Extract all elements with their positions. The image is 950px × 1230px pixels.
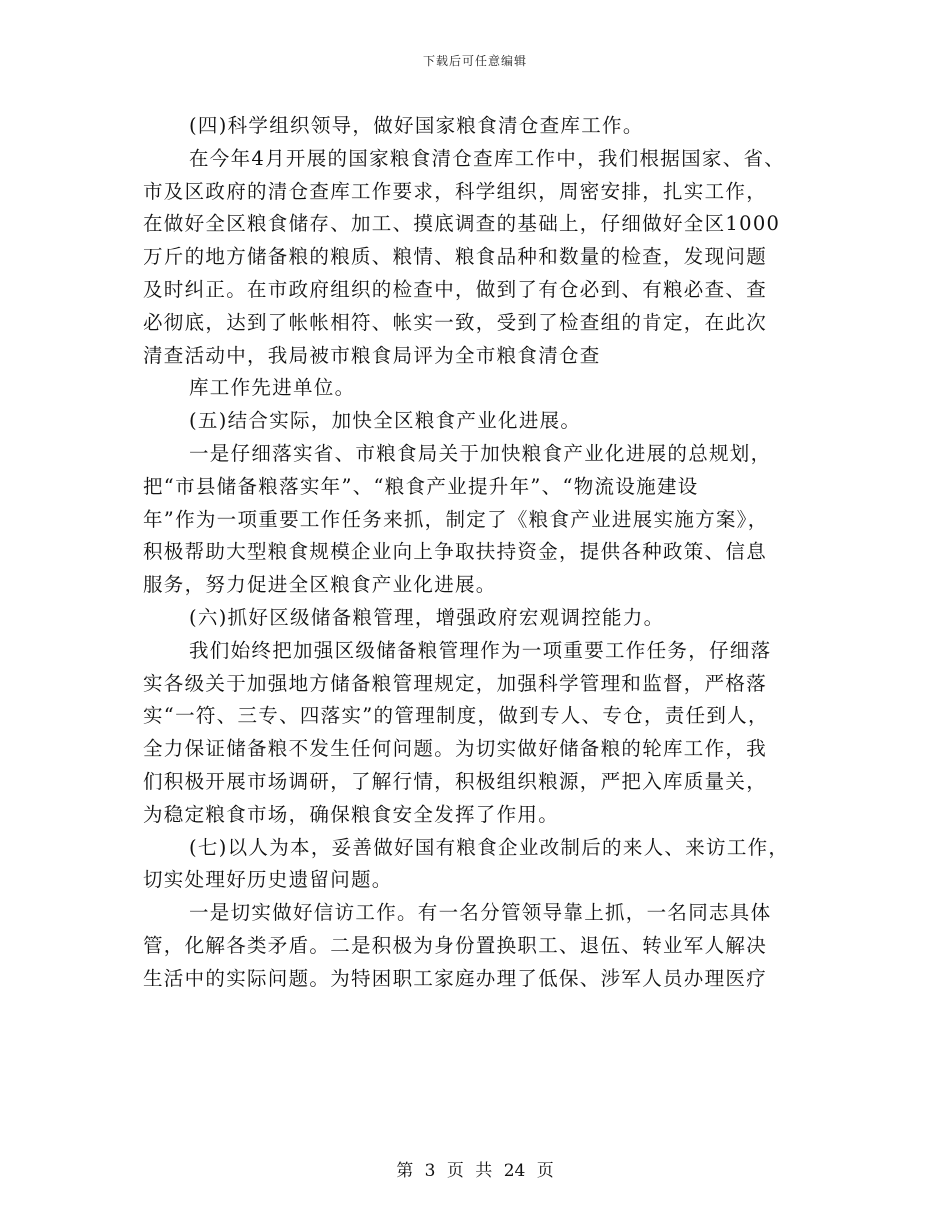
paragraph-line: 为稳定粮食市场，确保粮食安全发挥了作用。 (143, 802, 560, 826)
paragraph-line: 年”作为一项重要工作任务来抓，制定了《粮食产业进展实施方案》， (143, 507, 769, 531)
paragraph-line: 把“市县储备粮落实年”、“粮食产业提升年”、“物流设施建设 (143, 474, 699, 498)
paragraph-line: 我们始终把加强区级储备粮管理作为一项重要工作任务，仔细落 (189, 638, 772, 662)
paragraph-line: 切实处理好历史遗留问题。 (143, 868, 393, 892)
paragraph-line: 一是仔细落实省、市粮食局关于加快粮食产业化进展的总规划， (189, 441, 772, 465)
paragraph-line: 在今年4月开展的国家粮食清仓查库工作中，我们根据国家、省、 (189, 146, 786, 170)
document-body (143, 110, 808, 996)
paragraph-line: 及时纠正。在市政府组织的检查中，做到了有仓必到、有粮必查、查 (143, 277, 768, 301)
section-heading-7: (七)以人为本，妥善做好国有粮食企业改制后的来人、来访工作， (189, 835, 790, 859)
paragraph-line: 们积极开展市场调研，了解行情，积极组织粮源，严把入库质量关， (143, 769, 768, 793)
paragraph-line: 万斤的地方储备粮的粮质、粮情、粮食品种和数量的检查，发现问题 (143, 245, 768, 269)
paragraph-line: 全力保证储备粮不发生任何问题。为切实做好储备粮的轮库工作，我 (143, 737, 768, 761)
paragraph-line: 必彻底，达到了帐帐相符、帐实一致，受到了检查组的肯定，在此次 (143, 310, 768, 334)
section-heading-6: (六)抓好区级储备粮管理，增强政府宏观调控能力。 (189, 605, 665, 629)
section-heading-5: (五)结合实际，加快全区粮食产业化进展。 (189, 409, 582, 433)
paragraph-line: 积极帮助大型粮食规模企业向上争取扶持资金，提供各种政策、信息 (143, 540, 768, 564)
page-number-footer: 第 3 页 共 24 页 (396, 1161, 554, 1181)
paragraph-line: 实“一符、三专、四落实”的管理制度，做到专人、专仓，责任到人， (143, 704, 769, 728)
paragraph-line: 市及区政府的清仓查库工作要求，科学组织，周密安排，扎实工作， (143, 179, 768, 203)
page-header-note: 下载后可任意编辑 (422, 54, 527, 68)
paragraph-line: 在做好全区粮食储存、加工、摸底调查的基础上，仔细做好全区1000 (143, 212, 781, 236)
paragraph-line: 生活中的实际问题。为特困职工家庭办理了低保、涉军人员办理医疗 (143, 966, 768, 990)
paragraph-line: 管，化解各类矛盾。二是积极为身份置换职工、退伍、转业军人解决 (143, 933, 768, 957)
paragraph-line: 服务，努力促进全区粮食产业化进展。 (143, 573, 497, 597)
paragraph-line: 库工作先进单位。 (189, 376, 356, 400)
paragraph-line: 一是切实做好信访工作。有一名分管领导靠上抓，一名同志具体 (189, 901, 772, 925)
paragraph-line: 实各级关于加强地方储备粮管理规定，加强科学管理和监督，严格落 (143, 671, 768, 695)
paragraph-line: 清查活动中，我局被市粮食局评为全市粮食清仓查 (143, 343, 601, 367)
section-heading-4: (四)科学组织领导，做好国家粮食清仓查库工作。 (189, 114, 644, 137)
